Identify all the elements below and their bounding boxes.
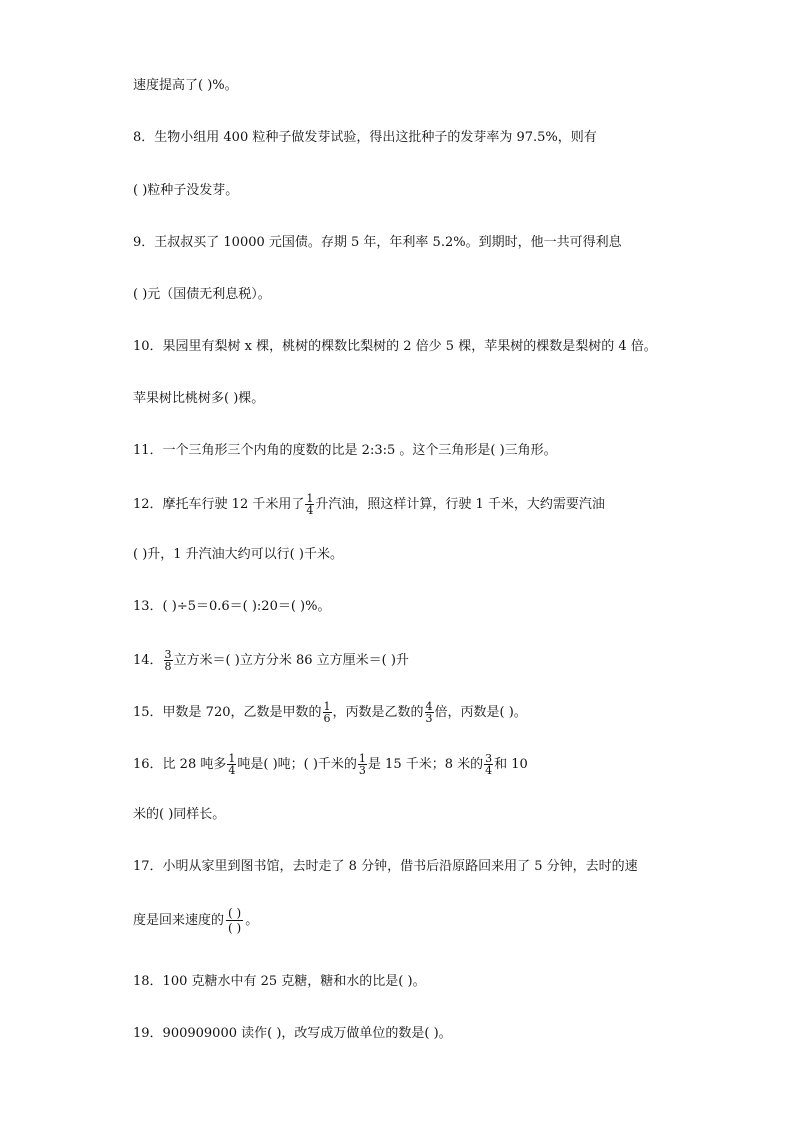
question-18: 18．100 克糖水中有 25 克糖，糖和水的比是( )。 [133,974,426,989]
question-11: 11．一个三角形三个内角的度数的比是 2:3:5 。这个三角形是( )三角形。 [133,443,557,458]
fraction-four-thirds: $\frac{4}{3}$ [425,700,433,725]
question-8-line-2: ( )粒种子没发芽。 [133,183,239,198]
question-10-line-2: 苹果树比桃树多( )棵。 [133,391,265,406]
question-14 [133,649,409,672]
fraction-three-eighths: $\frac{3}{8}$ [164,648,172,673]
fraction-one-quarter-b: $\frac{1}{4}$ [228,752,236,777]
question-12-text-b: 升汽油，照这样计算，行驶 1 千米，大约需要汽油 [315,497,605,512]
question-12-line-1 [133,493,605,516]
question-15-text-c: 倍，丙数是( )。 [434,705,527,720]
question-16-text-d: 和 10 [494,757,528,772]
question-17-line-2 [133,906,258,935]
question-15-text-b: ，丙数是乙数的 [332,705,424,720]
question-14-number: 14． [133,653,163,668]
question-17-line-1: 17．小明从家里到图书馆，去时走了 8 分钟，借书后沿原路回来用了 5 分钟，去时的速 [133,859,638,874]
question-16-text-b: 吨是( )吨；( )千米的 [237,757,357,772]
question-15-text-a: 15．甲数是 720，乙数是甲数的 [133,705,322,720]
question-15 [133,701,527,724]
question-10-line-1: 10．果园里有梨树 x 棵，桃树的棵数比梨树的 2 倍少 5 棵，苹果树的棵数是梨树的 4 倍。 [133,339,657,354]
question-9-line-1: 9．王叔叔买了 10000 元国债。存期 5 年，年利率 5.2%。到期时，他一共可得利息 [133,235,622,250]
question-16-line-2: 米的( )同样长。 [133,807,226,822]
question-12-text-a: 12．摩托车行驶 12 千米用了 [133,497,305,512]
question-13: 13．( )÷5＝0.6＝( ):20＝( )%。 [133,599,331,614]
question-16-text-a: 16．比 28 吨多 [133,757,227,772]
question-16-line-1 [133,753,528,776]
fraction-three-quarters: $\frac{3}{4}$ [485,752,493,777]
question-14-text: 立方米＝( )立方分米 86 立方厘米＝( )升 [173,653,409,668]
question-17-text-a: 度是回来速度的 [133,913,225,928]
question-17-text-b: 。 [245,913,259,928]
fraction-one-quarter: $\frac{1}{4}$ [306,492,314,517]
fraction-one-third: $\frac{1}{3}$ [358,752,366,777]
question-16-text-c: 是 15 千米；8 米的 [367,757,484,772]
question-19: 19．900909000 读作( )，改写成万做单位的数是( )。 [133,1026,452,1041]
question-12-line-2: ( )升，1 升汽油大约可以行( )千米。 [133,547,343,562]
blank-fraction: $\frac{( )}{( )}$ [228,906,242,935]
question-7-continuation: 速度提高了( )%。 [133,78,238,93]
question-9-line-2: ( )元（国债无利息税）。 [133,287,271,302]
question-8-line-1: 8．生物小组用 400 粒种子做发芽试验，得出这批种子的发芽率为 97.5%，则有 [133,130,597,145]
fraction-one-sixth: $\frac{1}{6}$ [323,700,331,725]
